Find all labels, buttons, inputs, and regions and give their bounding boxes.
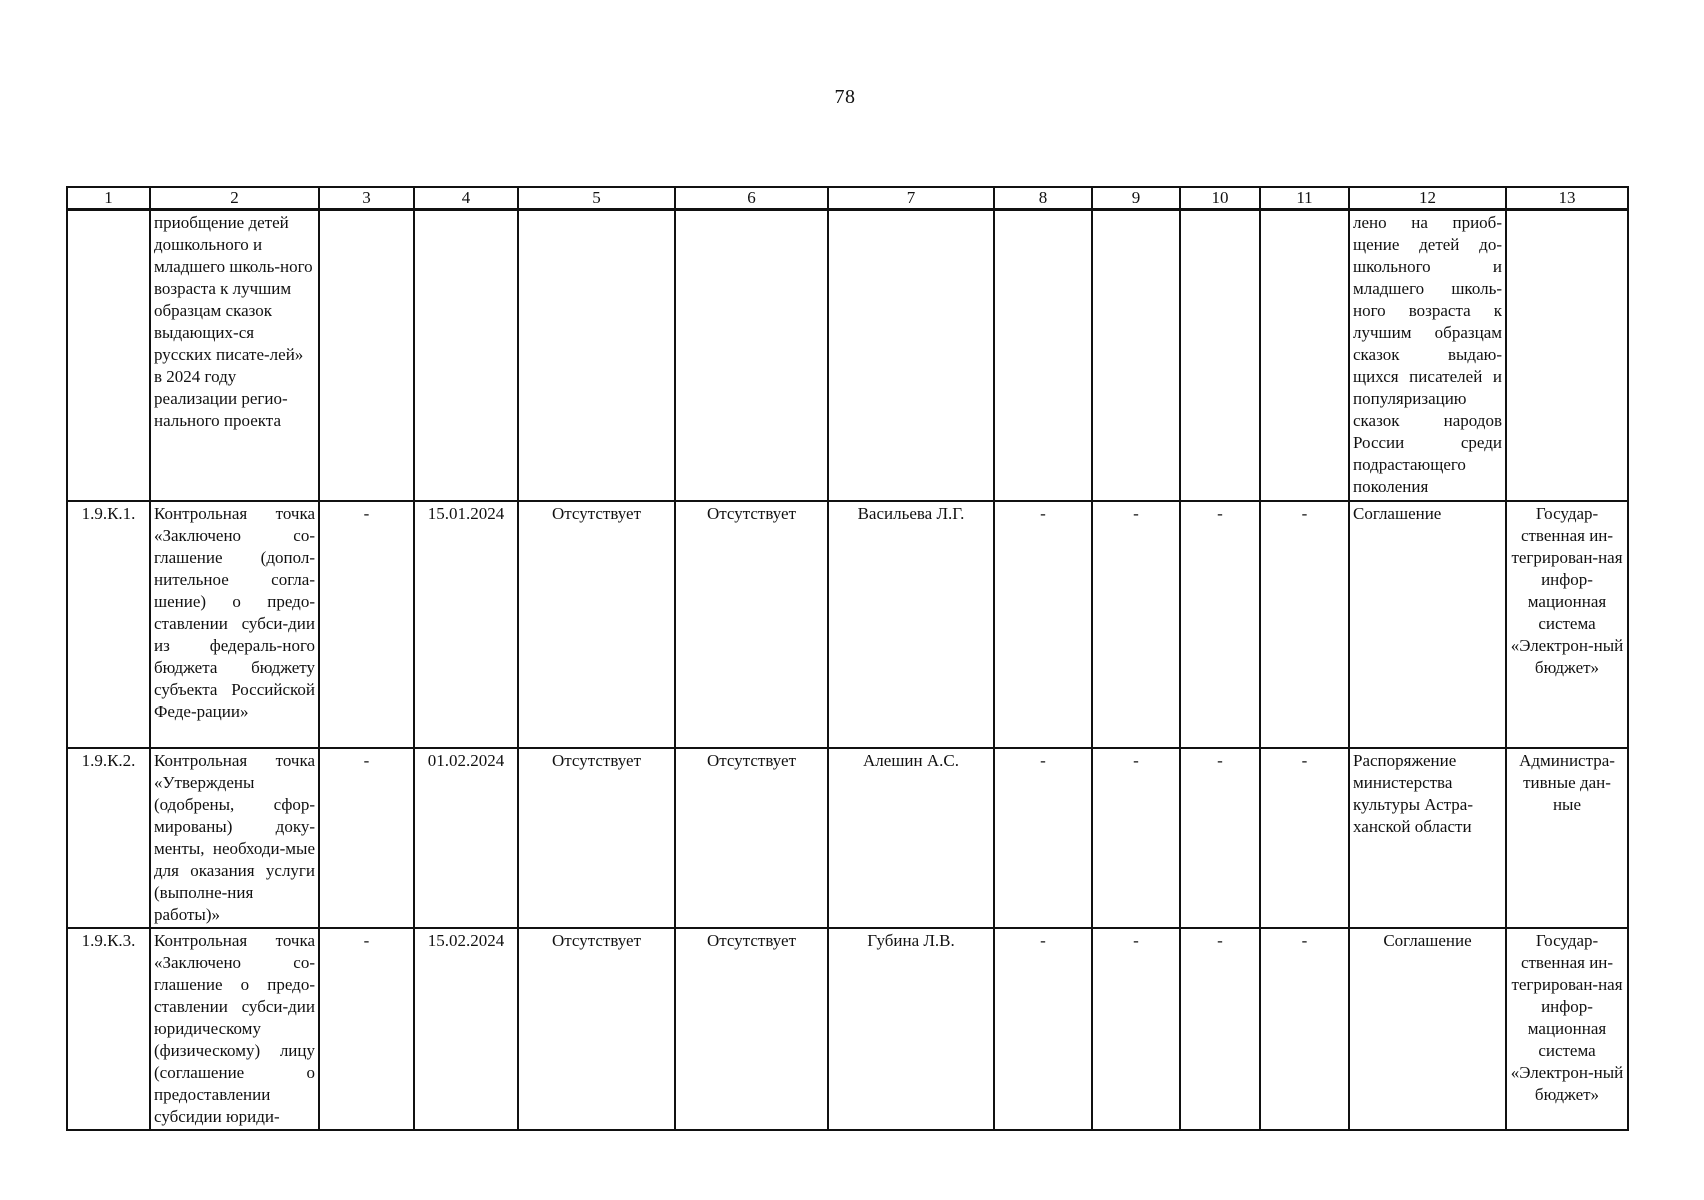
- cell-number: 1.9.К.3.: [67, 928, 150, 1130]
- cell-number: 1.9.К.2.: [67, 748, 150, 928]
- cell-col3: [319, 210, 414, 502]
- cell-col9: [1092, 210, 1180, 502]
- cell-date: 15.01.2024: [414, 501, 518, 748]
- cell-col10: -: [1180, 501, 1260, 748]
- cell-responsible: [828, 210, 994, 502]
- column-number: 8: [994, 187, 1092, 210]
- cell-col3: -: [319, 748, 414, 928]
- cell-col11: -: [1260, 748, 1349, 928]
- cell-col11: [1260, 210, 1349, 502]
- schedule-table: [66, 186, 1629, 1131]
- cell-col10: [1180, 210, 1260, 502]
- column-number: 13: [1506, 187, 1628, 210]
- cell-col9: -: [1092, 501, 1180, 748]
- cell-col10: -: [1180, 748, 1260, 928]
- cell-name: Контрольная точка «Утверждены (одобрены, сфор-мированы) доку-менты, необходи-мые для оказания услуги (выполне-ния работы)»: [150, 748, 319, 928]
- cell-source: Государ-ственная ин-тегрирован-ная инфор-мационная система «Электрон-ный бюджет»: [1506, 501, 1628, 748]
- cell-source: Государ-ственная ин-тегрирован-ная инфор-мационная система «Электрон-ный бюджет»: [1506, 928, 1628, 1130]
- cell-col3: -: [319, 501, 414, 748]
- cell-col8: -: [994, 501, 1092, 748]
- cell-date: 01.02.2024: [414, 748, 518, 928]
- cell-result: Соглашение: [1349, 928, 1506, 1130]
- cell-name: Контрольная точка «Заключено со-глашение о предо-ставлении субси-дии юридическому (физическому) лицу (соглашение о предоставлении субсидии юриди-: [150, 928, 319, 1130]
- cell-source: [1506, 210, 1628, 502]
- column-number: 6: [675, 187, 828, 210]
- cell-responsible: Губина Л.В.: [828, 928, 994, 1130]
- cell-result: Соглашение: [1349, 501, 1506, 748]
- column-number: 2: [150, 187, 319, 210]
- cell-col6: Отсутствует: [675, 501, 828, 748]
- table-row: [67, 748, 1628, 928]
- cell-col6: Отсутствует: [675, 928, 828, 1130]
- cell-name: приобщение детей дошкольного и младшего школь-ного возраста к лучшим образцам сказок выдающих-ся русских писате-лей» в 2024 году реализации регио-нального проекта: [150, 210, 319, 502]
- cell-col5: Отсутствует: [518, 928, 675, 1130]
- cell-number: 1.9.К.1.: [67, 501, 150, 748]
- cell-result: Распоряжение министерства культуры Астра-ханской области: [1349, 748, 1506, 928]
- cell-col9: -: [1092, 748, 1180, 928]
- table-row-continuation: [67, 210, 1628, 502]
- cell-date: 15.02.2024: [414, 928, 518, 1130]
- cell-col5: Отсутствует: [518, 748, 675, 928]
- column-number: 10: [1180, 187, 1260, 210]
- page-number: 78: [834, 86, 856, 108]
- column-number: 5: [518, 187, 675, 210]
- cell-source: Администра-тивные дан-ные: [1506, 748, 1628, 928]
- cell-number: [67, 210, 150, 502]
- column-number-row: [67, 187, 1628, 210]
- column-number: 12: [1349, 187, 1506, 210]
- cell-responsible: Алешин А.С.: [828, 748, 994, 928]
- column-number: 1: [67, 187, 150, 210]
- cell-name: Контрольная точка «Заключено со-глашение (допол-нительное согла-шение) о предо-ставлении субси-дии из федераль-ного бюджета бюджету субъекта Российской Феде-рации»: [150, 501, 319, 748]
- column-number: 4: [414, 187, 518, 210]
- cell-col10: -: [1180, 928, 1260, 1130]
- column-number: 7: [828, 187, 994, 210]
- cell-col6: [675, 210, 828, 502]
- cell-col5: [518, 210, 675, 502]
- column-number: 9: [1092, 187, 1180, 210]
- cell-col8: -: [994, 928, 1092, 1130]
- cell-responsible: Васильева Л.Г.: [828, 501, 994, 748]
- cell-col6: Отсутствует: [675, 748, 828, 928]
- cell-date: [414, 210, 518, 502]
- column-number: 11: [1260, 187, 1349, 210]
- column-number: 3: [319, 187, 414, 210]
- cell-col11: -: [1260, 501, 1349, 748]
- cell-col3: -: [319, 928, 414, 1130]
- cell-result: лено на приоб-щение детей до-школьного и младшего школь-ного возраста к лучшим образцам сказок выдаю-щихся писателей и популяризацию сказок народов России среди подрастающего поколения: [1349, 210, 1506, 502]
- cell-col11: -: [1260, 928, 1349, 1130]
- table-row: [67, 928, 1628, 1130]
- cell-col8: -: [994, 748, 1092, 928]
- cell-col9: -: [1092, 928, 1180, 1130]
- cell-col5: Отсутствует: [518, 501, 675, 748]
- cell-col8: [994, 210, 1092, 502]
- table-row: [67, 501, 1628, 748]
